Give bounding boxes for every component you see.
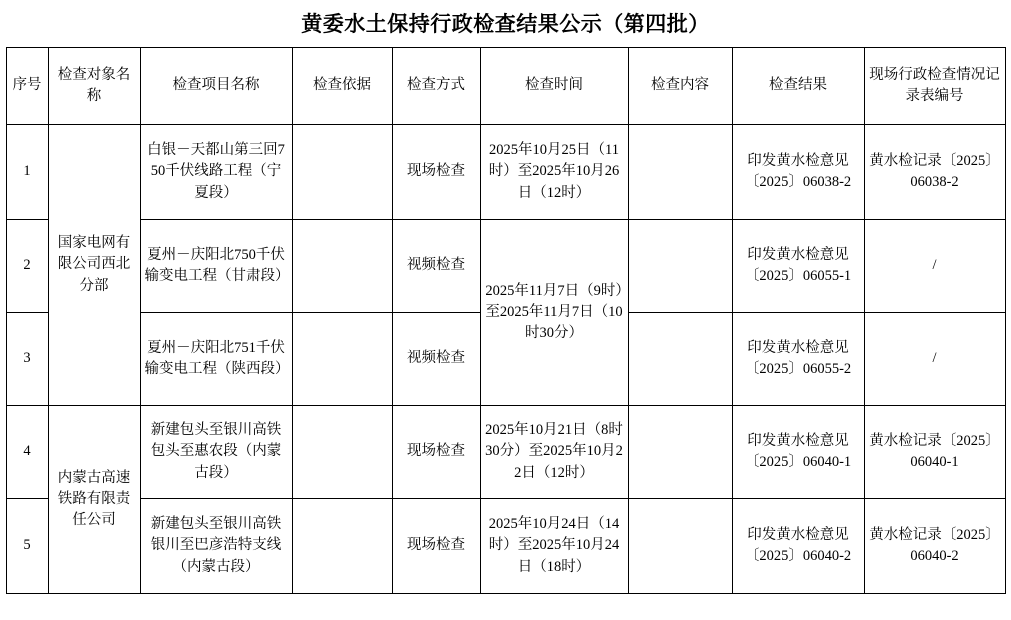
cell-record-no: 黄水检记录〔2025〕06040-2 <box>864 499 1005 594</box>
cell-object: 内蒙古高速铁路有限责任公司 <box>48 406 140 594</box>
cell-seq: 5 <box>6 499 48 594</box>
table-row <box>6 499 1005 594</box>
cell-object: 国家电网有限公司西北分部 <box>48 125 140 406</box>
table-row <box>6 125 1005 220</box>
cell-basis <box>292 220 392 313</box>
column-header-result: 检查结果 <box>732 48 864 125</box>
cell-record-no: / <box>864 220 1005 313</box>
cell-method: 视频检查 <box>392 313 480 406</box>
cell-basis <box>292 499 392 594</box>
cell-project: 夏州－庆阳北750千伏输变电工程（甘肃段） <box>140 220 292 313</box>
cell-record-no: / <box>864 313 1005 406</box>
column-header-basis: 检查依据 <box>292 48 392 125</box>
cell-basis <box>292 406 392 499</box>
table-header-row <box>6 48 1005 125</box>
cell-seq: 4 <box>6 406 48 499</box>
cell-project: 夏州－庆阳北751千伏输变电工程（陕西段） <box>140 313 292 406</box>
cell-project: 新建包头至银川高铁包头至惠农段（内蒙古段） <box>140 406 292 499</box>
cell-result: 印发黄水检意见〔2025〕06040-2 <box>732 499 864 594</box>
page-title: 黄委水土保持行政检查结果公示（第四批） <box>301 13 710 36</box>
table-row <box>6 406 1005 499</box>
cell-result: 印发黄水检意见〔2025〕06055-1 <box>732 220 864 313</box>
column-header-method: 检查方式 <box>392 48 480 125</box>
table-row <box>6 220 1005 313</box>
cell-result: 印发黄水检意见〔2025〕06040-1 <box>732 406 864 499</box>
column-header-seq: 序号 <box>6 48 48 125</box>
cell-seq: 2 <box>6 220 48 313</box>
column-header-record-no: 现场行政检查情况记录表编号 <box>864 48 1005 125</box>
cell-seq: 1 <box>6 125 48 220</box>
cell-method: 视频检查 <box>392 220 480 313</box>
column-header-content: 检查内容 <box>628 48 732 125</box>
cell-time: 2025年10月24日（14时）至2025年10月24日（18时） <box>480 499 628 594</box>
cell-basis <box>292 313 392 406</box>
cell-time: 2025年11月7日（9时）至2025年11月7日（10时30分） <box>480 220 628 406</box>
cell-method: 现场检查 <box>392 406 480 499</box>
cell-content <box>628 406 732 499</box>
column-header-object: 检查对象名称 <box>48 48 140 125</box>
cell-method: 现场检查 <box>392 125 480 220</box>
cell-project: 新建包头至银川高铁银川至巴彦浩特支线（内蒙古段） <box>140 499 292 594</box>
column-header-time: 检查时间 <box>480 48 628 125</box>
cell-content <box>628 499 732 594</box>
cell-result: 印发黄水检意见〔2025〕06055-2 <box>732 313 864 406</box>
cell-seq: 3 <box>6 313 48 406</box>
cell-record-no: 黄水检记录〔2025〕06038-2 <box>864 125 1005 220</box>
inspection-results-table <box>6 47 1006 594</box>
cell-basis <box>292 125 392 220</box>
cell-project: 白银－天都山第三回750千伏线路工程（宁夏段） <box>140 125 292 220</box>
cell-content <box>628 220 732 313</box>
cell-record-no: 黄水检记录〔2025〕06040-1 <box>864 406 1005 499</box>
cell-method: 现场检查 <box>392 499 480 594</box>
cell-result: 印发黄水检意见〔2025〕06038-2 <box>732 125 864 220</box>
column-header-project: 检查项目名称 <box>140 48 292 125</box>
cell-time: 2025年10月21日（8时30分）至2025年10月22日（12时） <box>480 406 628 499</box>
cell-time: 2025年10月25日（11时）至2025年10月26日（12时） <box>480 125 628 220</box>
cell-content <box>628 125 732 220</box>
cell-content <box>628 313 732 406</box>
